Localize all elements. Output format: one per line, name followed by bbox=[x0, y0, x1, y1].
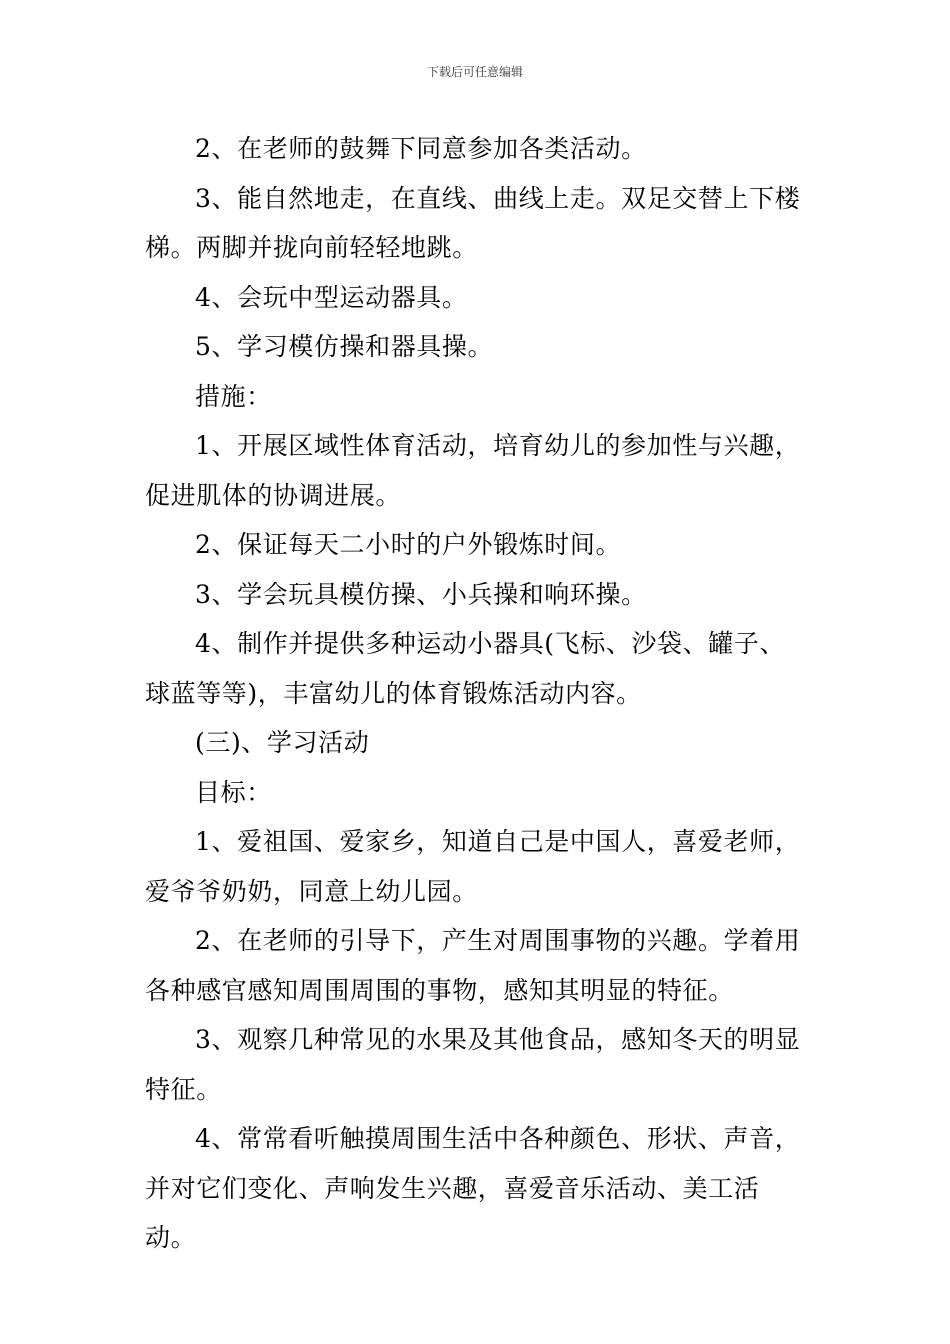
paragraph: 2、保证每天二小时的户外锻炼时间。 bbox=[195, 530, 622, 559]
paragraph: 1、开展区域性体育活动，培育幼儿的参加性与兴趣，促进肌体的协调进展。 bbox=[145, 431, 801, 510]
section-heading: (三)、学习活动 bbox=[195, 728, 370, 757]
paragraph: 4、会玩中型运动器具。 bbox=[195, 282, 468, 312]
paragraph: 3、能自然地走，在直线、曲线上走。双足交替上下楼梯。两脚并拢向前轻轻地跳。 bbox=[145, 183, 801, 262]
paragraph: 2、在老师的引导下，产生对周围事物的兴趣。学着用各种感官感知周围周围的事物，感知其明显的特征。 bbox=[145, 926, 801, 1005]
paragraph: 3、学会玩具模仿操、小兵操和响环操。 bbox=[195, 579, 647, 609]
paragraph: 1、爱祖国、爱家乡，知道自己是中国人，喜爱老师，爱爷爷奶奶，同意上幼儿园。 bbox=[145, 827, 801, 906]
paragraph: 3、观察几种常见的水果及其他食品，感知冬天的明显特征。 bbox=[145, 1025, 801, 1104]
document-body bbox=[145, 124, 810, 1263]
section-label: 目标： bbox=[195, 777, 272, 807]
paragraph: 2、在老师的鼓舞下同意参加各类活动。 bbox=[195, 134, 647, 163]
paragraph: 4、制作并提供多种运动小器具(飞标、沙袋、罐子、球蓝等等)，丰富幼儿的体育锻炼活动内容。 bbox=[145, 629, 786, 708]
page-header: 下载后可任意编辑 bbox=[426, 65, 523, 79]
section-label: 措施： bbox=[195, 381, 272, 411]
paragraph: 5、学习模仿操和器具操。 bbox=[195, 332, 494, 361]
paragraph: 4、常常看听触摸周围生活中各种颜色、形状、声音，并对它们变化、声响发生兴趣，喜爱音乐活动、美工活动。 bbox=[145, 1124, 801, 1252]
